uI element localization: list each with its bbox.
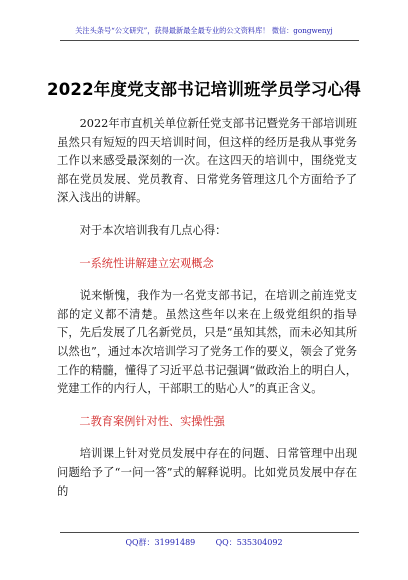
paragraph-gap	[57, 399, 357, 413]
paragraph-intro: 2022年市直机关单位新任党支部书记暨党务干部培训班虽然只有短短的四天培训时间，但这样的经历是我从事党务工作以来感受最深刻的一次。在这四天的培训中，围绕党支部在党员发展、党员教育、日常党务管理这几个方面给予了深入浅出的讲解。	[57, 117, 357, 205]
header-divider	[60, 40, 359, 41]
paragraph-lead: 对于本次培训我有几点心得：	[79, 223, 227, 237]
paragraph-gap	[57, 208, 357, 222]
paragraph-section-2: 培训课上针对党员发展中存在的问题、日常管理中出现问题给予了“一问一答”式的解释说明。比如党员发展中存在的	[57, 447, 357, 498]
paragraph-gap	[57, 241, 357, 255]
paragraph-section-1: 说来惭愧，我作为一名党支部书记，在培训之前连党支部的定义都不清楚。虽然这些年以来在上级党组织的指导下，先后发展了几名新党员，只是“虽知其然，而未必知其所以然也”，通过本次培训学习了党务工作的要义，领会了党务工作的精髓，懂得了习近平总书记强调“做政治上的明白人，党建工作的内行人，干部职工的贴心人”的真正含义。	[57, 289, 357, 396]
footer-divider	[60, 532, 359, 533]
footer-note: QQ群：31991489 QQ：535304092	[125, 538, 283, 547]
header-note: 关注头条号“公文研究”，获得最新最全最专业的公文资料库！ 微信：gongwenyj	[75, 26, 333, 35]
section-heading-2: 二教育案例针对性、实操性强	[79, 414, 225, 428]
page-title: 2022年度党支部书记培训班学员学习心得	[47, 80, 361, 99]
paragraph-gap	[57, 273, 357, 287]
paragraph-gap	[57, 431, 357, 445]
section-heading-1: 一系统性讲解建立宏观概念	[79, 256, 214, 270]
document-body	[57, 115, 357, 501]
